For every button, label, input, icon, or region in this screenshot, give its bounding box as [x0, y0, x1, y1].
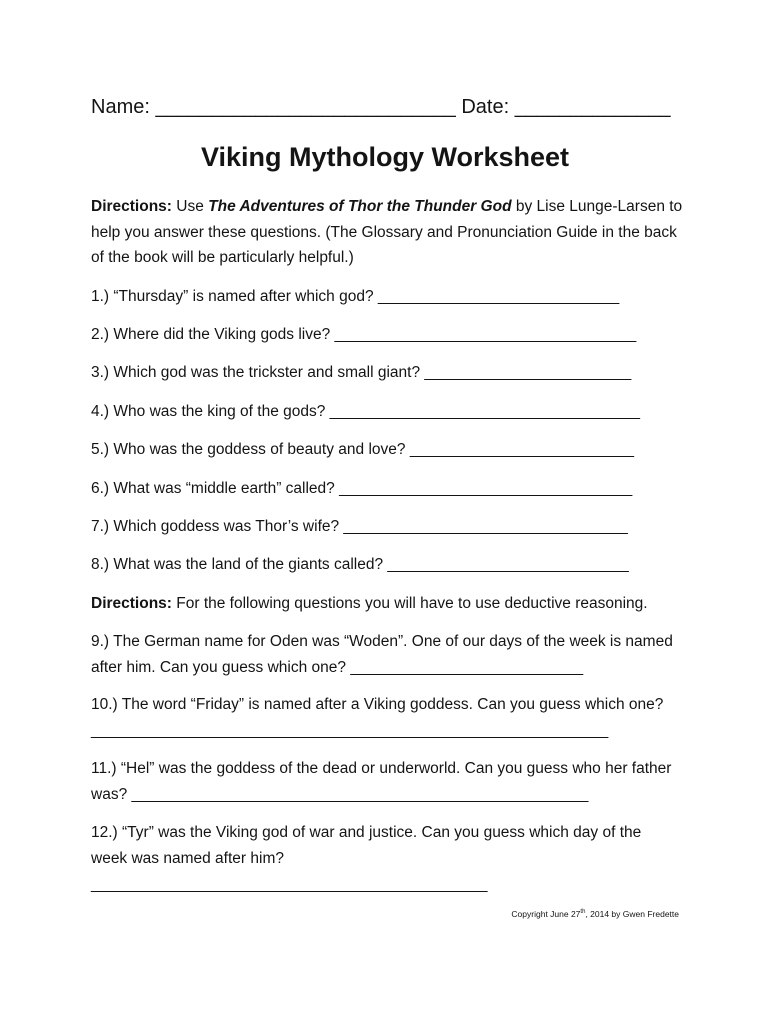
- question-text: 1.) “Thursday” is named after which god?: [91, 288, 378, 305]
- answer-blank: ____________________________: [387, 556, 629, 573]
- directions-label: Directions:: [91, 198, 172, 215]
- answer-blank: __________________________: [409, 441, 634, 458]
- question-11: [91, 756, 681, 807]
- copyright-pre: Copyright June 27: [511, 909, 581, 919]
- question-text: 9.) The German name for Oden was “Woden”. One of our days of the week is named after him. Can you guess which one?: [91, 633, 673, 676]
- answer-blank: ____________________________: [377, 288, 620, 305]
- question-5: [91, 437, 691, 463]
- question-text: 6.) What was “middle earth” called?: [91, 480, 340, 497]
- question-4: [91, 399, 691, 425]
- question-7: [91, 514, 691, 540]
- answer-blank: ___________________________: [350, 658, 584, 676]
- question-text: 2.) Where did the Viking gods live?: [91, 326, 335, 343]
- answer-blank: _____________________________________________________: [131, 785, 589, 803]
- question-2: [91, 322, 691, 348]
- answer-blank: ________________________: [424, 364, 632, 381]
- answer-blank: ___________________________________: [334, 326, 637, 343]
- question-3: [91, 360, 691, 386]
- question-12: [91, 820, 681, 871]
- question-12-blank-line: [91, 872, 691, 898]
- question-text: 8.) What was the land of the giants called?: [91, 556, 388, 573]
- directions-post: by Lise Lunge-Larsen to help you answer these questions. (The Glossary and Pronunciation Guide in the back of the book will be particularly helpful.): [91, 198, 683, 266]
- worksheet-title: Viking Mythology Worksheet: [200, 142, 570, 172]
- question-text: 7.) Which goddess was Thor’s wife?: [91, 518, 344, 535]
- question-text: 5.) Who was the goddess of beauty and love?: [91, 441, 410, 458]
- directions-label: Directions:: [91, 595, 172, 612]
- answer-blank: ______________________________________________: [91, 876, 488, 893]
- question-10: [91, 692, 681, 743]
- directions-paragraph: [91, 194, 691, 271]
- copyright-notice: [511, 909, 679, 919]
- copyright-post: , 2014 by Gwen Fredette: [585, 909, 679, 919]
- answer-blank: ____________________________________________________________: [91, 721, 609, 739]
- question-text: 11.) “Hel” was the goddess of the dead or underworld. Can you guess who her father was?: [91, 760, 672, 803]
- copyright-sup: th: [580, 909, 586, 916]
- question-1: [91, 284, 691, 310]
- directions-pre: Use: [171, 198, 209, 215]
- question-6: [91, 476, 691, 502]
- directions-text: For the following questions you will have to use deductive reasoning.: [171, 595, 648, 612]
- answer-blank: ____________________________________: [329, 403, 641, 420]
- name-label: Name:: [91, 96, 150, 118]
- directions-reasoning: [91, 591, 691, 617]
- question-text: 12.) “Tyr” was the Viking god of war and justice. Can you guess which day of the week was named after him?: [91, 824, 642, 867]
- name-date-line: [91, 96, 670, 119]
- question-9: [91, 629, 681, 680]
- name-blank: ___________________________: [155, 96, 456, 118]
- date-blank: ______________: [514, 96, 671, 118]
- book-title: The Adventures of Thor the Thunder God: [208, 198, 512, 215]
- answer-blank: _________________________________: [343, 518, 628, 535]
- question-8: [91, 552, 691, 578]
- answer-blank: __________________________________: [339, 480, 633, 497]
- question-text: 3.) Which god was the trickster and small giant?: [91, 364, 425, 381]
- question-text: 4.) Who was the king of the gods?: [91, 403, 330, 420]
- question-text: 10.) The word “Friday” is named after a Viking goddess. Can you guess which one?: [91, 696, 664, 713]
- date-label: Date:: [461, 96, 510, 118]
